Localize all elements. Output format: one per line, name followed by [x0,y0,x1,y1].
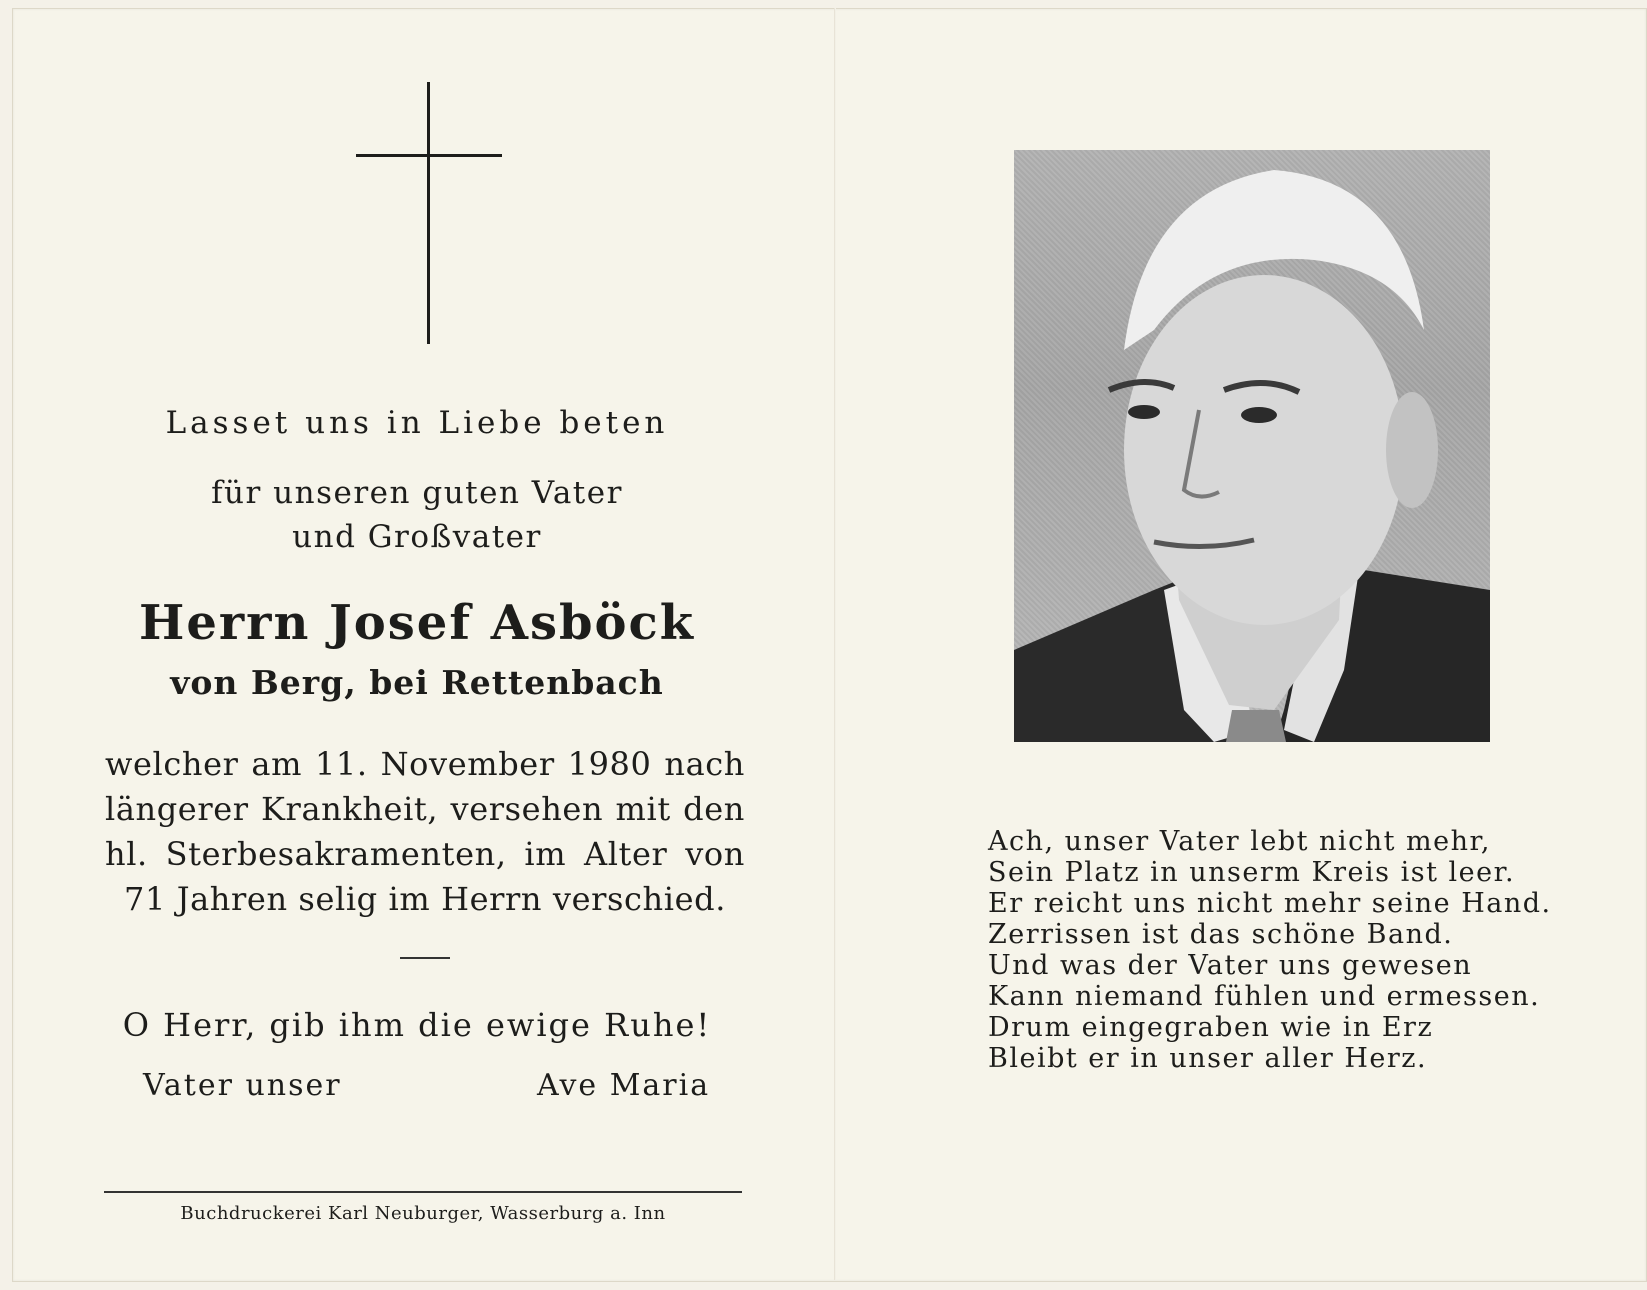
poem-line: Bleibt er in unser aller Herz. [988,1043,1428,1074]
prayer-heading: Lasset uns in Liebe beten [165,405,669,441]
printer-credit: Buchdruckerei Karl Neuburger, Wasserburg a. Inn [180,1203,666,1224]
dedication-line-2: und Großvater [292,519,542,555]
cross-icon [356,82,502,344]
poem-line: Kann niemand fühlen und ermessen. [988,981,1541,1012]
prayer-vater-unser: Vater unser [143,1068,342,1103]
poem-line: Er reicht uns nicht mehr seine Hand. [988,888,1552,919]
portrait-photo [1014,150,1490,742]
origin-line: von Berg, bei Rettenbach [170,663,664,702]
poem-line: Ach, unser Vater lebt nicht mehr, [988,826,1492,857]
poem-line: Und was der Vater uns gewesen [988,950,1473,981]
bio-line: längerer Krankheit, versehen mit den [105,790,745,828]
biography [105,742,745,922]
poem-line: Drum eingegraben wie in Erz [988,1012,1434,1043]
poem-line: Sein Platz in unserm Kreis ist leer. [988,857,1516,888]
rest-prayer: O Herr, gib ihm die ewige Ruhe! [122,1006,712,1044]
dedication-line-1: für unseren guten Vater [211,475,623,511]
deceased-name: Herrn Josef Asböck [138,595,696,651]
footer-rule [104,1191,742,1193]
bio-line: hl. Sterbesakramenten, im Alter von [105,835,745,873]
divider-dash [400,957,450,959]
right-panel [836,0,1647,1290]
poem [988,826,1608,1074]
bio-line: 71 Jahren selig im Herrn verschied. [124,880,726,918]
bio-line: welcher am 11. November 1980 nach [105,745,745,783]
poem-line: Zerrissen ist das schöne Band. [988,919,1454,950]
prayer-ave-maria: Ave Maria [537,1068,711,1103]
